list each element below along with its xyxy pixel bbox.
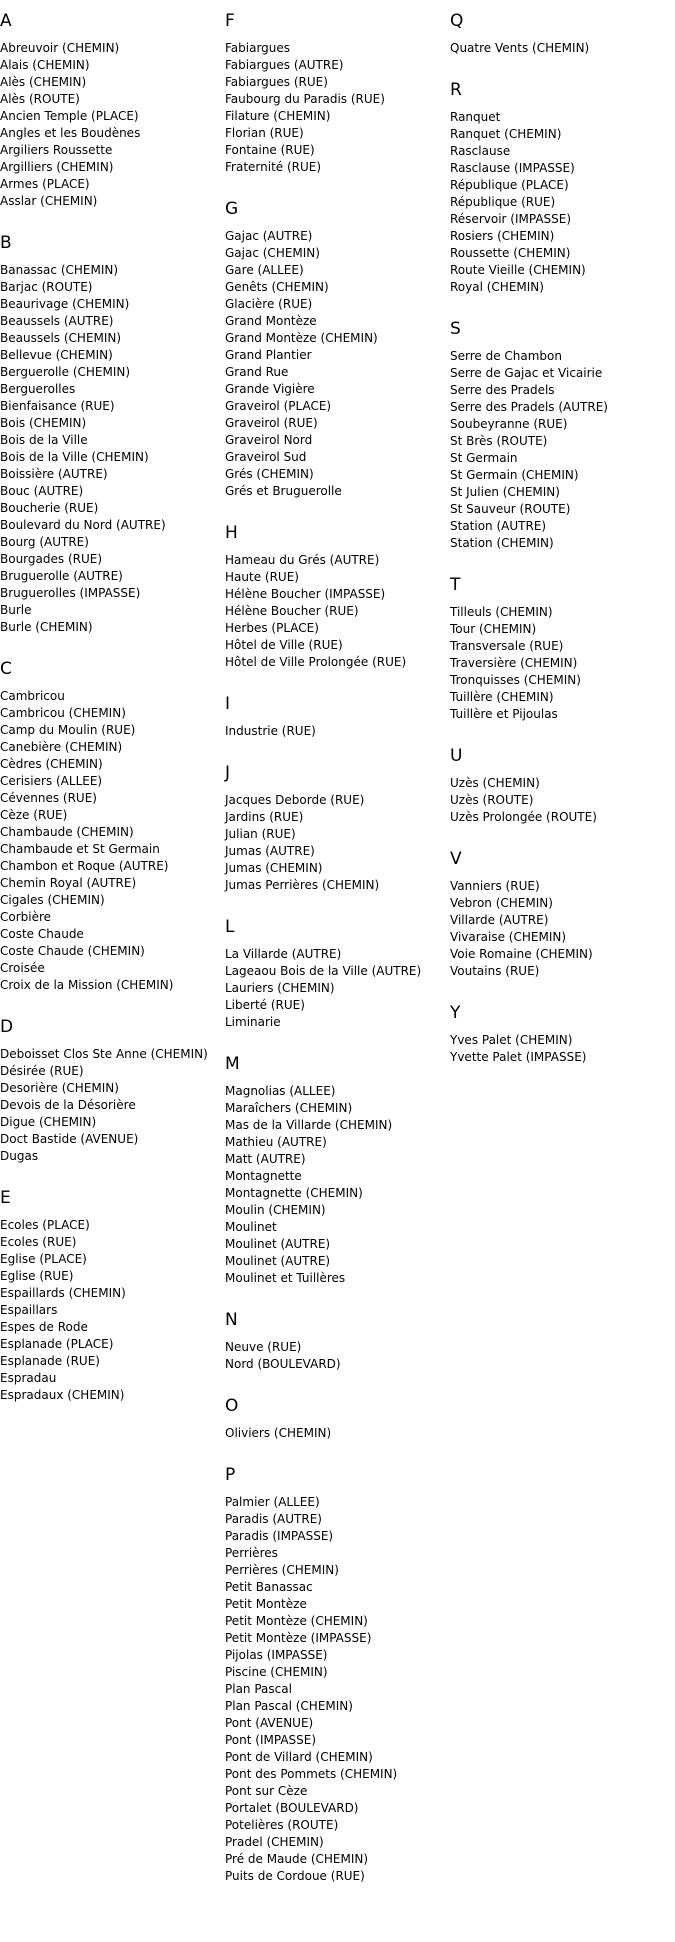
street-item: Herbes (PLACE) [225,621,319,635]
street-item: Vebron (CHEMIN) [450,896,553,910]
street-item: Gajac (CHEMIN) [225,246,320,260]
street-item: Esplanade (RUE) [0,1354,100,1368]
street-item: Puits de Cordoue (RUE) [225,1869,365,1883]
street-item: St Julien (CHEMIN) [450,485,560,499]
street-item: Station (AUTRE) [450,519,547,533]
street-item: Glacière (RUE) [225,297,313,311]
letter-section [0,1017,224,1165]
section-letter-heading: Y [450,1003,461,1023]
street-item: Lageaou Bois de la Ville (AUTRE) [225,964,422,978]
street-item: Grés et Bruguerolle [225,484,342,498]
section-letter-heading: F [225,11,235,31]
street-item: Tronquisses (CHEMIN) [450,673,581,687]
street-item: Grand Montèze [225,314,317,328]
street-item: Bois de la Ville [0,433,88,447]
street-item: Perrières (CHEMIN) [225,1563,339,1577]
letter-section [0,659,224,994]
street-item: Vanniers (RUE) [450,879,540,893]
letter-section [225,1054,449,1287]
street-item: Coste Chaude (CHEMIN) [0,944,145,958]
street-list [450,109,674,296]
street-list [0,262,224,636]
street-item: Beaussels (AUTRE) [0,314,114,328]
street-list [450,878,674,980]
section-letter-heading: A [0,11,12,31]
section-letter-heading: L [225,917,235,937]
section-letter-heading: H [225,523,238,543]
street-item: Argilliers (CHEMIN) [0,160,114,174]
street-item: Cambricou (CHEMIN) [0,706,126,720]
street-item: Bourg (AUTRE) [0,535,89,549]
street-item: Hélène Boucher (RUE) [225,604,359,618]
street-item: Espaillars [0,1303,58,1317]
letter-section [225,1465,449,1885]
street-item: Alès (CHEMIN) [0,75,87,89]
section-letter-heading: N [225,1310,238,1330]
street-item: Moulin (CHEMIN) [225,1203,326,1217]
street-item: Cigales (CHEMIN) [0,893,105,907]
section-letter-heading: P [225,1465,236,1485]
street-item: Croix de la Mission (CHEMIN) [0,978,174,992]
street-item: Voutains (RUE) [450,964,540,978]
street-list [225,723,449,740]
street-item: Genêts (CHEMIN) [225,280,329,294]
street-item: Piscine (CHEMIN) [225,1665,328,1679]
street-item: Bruguerolle (AUTRE) [0,569,123,583]
street-item: Cerisiers (ALLEE) [0,774,103,788]
street-item: Bouc (AUTRE) [0,484,84,498]
street-list [225,792,449,894]
street-item: République (RUE) [450,195,556,209]
street-item: Florian (RUE) [225,126,304,140]
street-item: Beaurivage (CHEMIN) [0,297,130,311]
street-list [450,604,674,723]
street-item: Maraîchers (CHEMIN) [225,1101,353,1115]
street-item: Montagnette (CHEMIN) [225,1186,363,1200]
street-item: Ranquet [450,110,501,124]
street-item: Burle (CHEMIN) [0,620,93,634]
street-item: Vivaraise (CHEMIN) [450,930,567,944]
street-item: Espes de Rode [0,1320,88,1334]
street-item: Magnolias (ALLEE) [225,1084,336,1098]
street-item: Burle [0,603,32,617]
letter-section [0,233,224,636]
street-item: Petit Montèze (IMPASSE) [225,1631,372,1645]
street-item: Grand Rue [225,365,289,379]
section-letter-heading: I [225,694,231,714]
street-item: Petit Montèze (CHEMIN) [225,1614,368,1628]
street-item: Pradel (CHEMIN) [225,1835,324,1849]
street-item: Montagnette [225,1169,302,1183]
street-item: Serre de Gajac et Vicairie [450,366,603,380]
street-item: Bois (CHEMIN) [0,416,87,430]
street-item: Chemin Royal (AUTRE) [0,876,137,890]
section-letter-heading: E [0,1188,11,1208]
street-item: Argiliers Roussette [0,143,113,157]
street-item: Barjac (ROUTE) [0,280,93,294]
street-item: Yves Palet (CHEMIN) [450,1033,573,1047]
street-item: Pont sur Cèze [225,1784,308,1798]
street-item: Banassac (CHEMIN) [0,263,119,277]
street-item: Corbière [0,910,52,924]
street-item: St Sauveur (ROUTE) [450,502,571,516]
section-letter-heading: V [450,849,462,869]
street-item: Asslar (CHEMIN) [0,194,98,208]
street-item: Graveirol Sud [225,450,307,464]
street-item: Villarde (AUTRE) [450,913,549,927]
street-item: Réservoir (IMPASSE) [450,212,572,226]
street-item: Alais (CHEMIN) [0,58,90,72]
section-letter-heading: S [450,319,461,339]
letter-section [225,523,449,671]
column-2 [225,0,449,1885]
section-letter-heading: D [0,1017,14,1037]
street-item: Pont (AVENUE) [225,1716,314,1730]
column-3 [450,0,674,1066]
street-item: Julian (RUE) [225,827,296,841]
street-item: Devois de la Désorière [0,1098,136,1112]
street-item: Rosiers (CHEMIN) [450,229,555,243]
letter-section [450,1003,674,1066]
street-item: Boissière (AUTRE) [0,467,108,481]
section-letter-heading: Q [450,11,464,31]
street-item: Faubourg du Paradis (RUE) [225,92,385,106]
street-item: Petit Banassac [225,1580,313,1594]
street-item: Soubeyranne (RUE) [450,417,568,431]
street-item: Rasclause [450,144,511,158]
street-item: Haute (RUE) [225,570,299,584]
street-item: Graveirol Nord [225,433,313,447]
street-item: Jacques Deborde (RUE) [225,793,365,807]
street-item: St Germain (CHEMIN) [450,468,579,482]
street-item: Ancien Temple (PLACE) [0,109,139,123]
street-item: Fraternité (RUE) [225,160,322,174]
street-item: Tilleuls (CHEMIN) [450,605,553,619]
street-item: Coste Chaude [0,927,84,941]
street-item: Royal (CHEMIN) [450,280,544,294]
letter-section [225,763,449,894]
street-item: Uzès (CHEMIN) [450,776,540,790]
street-list [0,40,224,210]
street-item: Matt (AUTRE) [225,1152,306,1166]
street-item: Ranquet (CHEMIN) [450,127,562,141]
street-list [225,946,449,1031]
street-item: Chambaude et St Germain [0,842,160,856]
street-list [225,1339,449,1373]
street-item: Gajac (AUTRE) [225,229,313,243]
street-item: Industrie (RUE) [225,724,316,738]
street-item: Roussette (CHEMIN) [450,246,571,260]
street-item: Neuve (RUE) [225,1340,302,1354]
street-item: Grande Vigière [225,382,315,396]
street-list [0,688,224,994]
street-item: Filature (CHEMIN) [225,109,331,123]
street-list [450,775,674,826]
street-item: Paradis (IMPASSE) [225,1529,334,1543]
street-item: Petit Montèze [225,1597,307,1611]
street-item: Hôtel de Ville Prolongée (RUE) [225,655,407,669]
section-letter-heading: C [0,659,12,679]
street-item: Grand Plantier [225,348,312,362]
letter-section [225,1310,449,1373]
street-item: Dugas [0,1149,39,1163]
street-item: Pont de Villard (CHEMIN) [225,1750,373,1764]
street-item: Grés (CHEMIN) [225,467,314,481]
street-item: Hôtel de Ville (RUE) [225,638,343,652]
street-item: Esplanade (PLACE) [0,1337,114,1351]
street-item: Rasclause (IMPASSE) [450,161,575,175]
street-item: Oliviers (CHEMIN) [225,1426,332,1440]
street-item: Ecoles (RUE) [0,1235,77,1249]
section-letter-heading: U [450,746,463,766]
street-item: Canebière (CHEMIN) [0,740,123,754]
street-item: République (PLACE) [450,178,569,192]
street-item: Cambricou [0,689,65,703]
street-item: Liminarie [225,1015,281,1029]
street-item: Chambaude (CHEMIN) [0,825,134,839]
street-item: Portalet (BOULEVARD) [225,1801,359,1815]
letter-section [0,11,224,210]
section-letter-heading: J [225,763,231,783]
letter-section [450,575,674,723]
street-item: Cèdres (CHEMIN) [0,757,103,771]
letter-section [225,199,449,500]
section-letter-heading: B [0,233,12,253]
section-letter-heading: M [225,1054,240,1074]
street-item: Chambon et Roque (AUTRE) [0,859,169,873]
street-item: Fabiargues (RUE) [225,75,328,89]
street-item: Perrières [225,1546,278,1560]
street-item: Hélène Boucher (IMPASSE) [225,587,386,601]
street-item: Doct Bastide (AVENUE) [0,1132,139,1146]
letter-section [225,1396,449,1442]
letter-section [450,80,674,296]
street-list [225,1425,449,1442]
street-item: Berguerolle (CHEMIN) [0,365,131,379]
street-item: Berguerolles [0,382,76,396]
street-item: Moulinet (AUTRE) [225,1254,331,1268]
street-item: Bellevue (CHEMIN) [0,348,113,362]
street-item: Beaussels (CHEMIN) [0,331,122,345]
street-item: Bourgades (RUE) [0,552,103,566]
street-item: Espradau [0,1371,57,1385]
street-item: Pijolas (IMPASSE) [225,1648,328,1662]
street-item: Jardins (RUE) [225,810,304,824]
street-item: Paradis (AUTRE) [225,1512,322,1526]
street-item: Voie Romaine (CHEMIN) [450,947,593,961]
street-item: Grand Montèze (CHEMIN) [225,331,378,345]
street-item: La Villarde (AUTRE) [225,947,342,961]
street-item: Plan Pascal [225,1682,292,1696]
column-1 [0,0,224,1404]
street-item: Bienfaisance (RUE) [0,399,115,413]
section-letter-heading: T [450,575,461,595]
street-item: Abreuvoir (CHEMIN) [0,41,120,55]
street-item: Fontaine (RUE) [225,143,315,157]
street-item: St Germain [450,451,518,465]
street-item: Camp du Moulin (RUE) [0,723,136,737]
street-item: Desorière (CHEMIN) [0,1081,119,1095]
letter-section [450,319,674,552]
street-item: Liberté (RUE) [225,998,305,1012]
street-list [225,1494,449,1885]
street-item: Plan Pascal (CHEMIN) [225,1699,353,1713]
street-item: Serre des Pradels [450,383,555,397]
street-item: Transversale (RUE) [450,639,564,653]
street-item: Pont (IMPASSE) [225,1733,317,1747]
street-item: Désirée (RUE) [0,1064,84,1078]
street-list [0,1217,224,1404]
street-item: Gare (ALLEE) [225,263,304,277]
letter-section [225,917,449,1031]
street-list [450,348,674,552]
street-item: Moulinet [225,1220,277,1234]
street-item: Yvette Palet (IMPASSE) [450,1050,587,1064]
street-list [225,40,449,176]
street-item: Uzès (ROUTE) [450,793,534,807]
street-item: Uzès Prolongée (ROUTE) [450,810,597,824]
street-list [450,1032,674,1066]
street-item: St Brès (ROUTE) [450,434,548,448]
street-item: Mathieu (AUTRE) [225,1135,327,1149]
street-item: Alès (ROUTE) [0,92,80,106]
street-item: Armes (PLACE) [0,177,90,191]
street-list [225,228,449,500]
street-item: Lauriers (CHEMIN) [225,981,335,995]
street-item: Tuillère et Pijoulas [450,707,558,721]
street-item: Jumas Perrières (CHEMIN) [225,878,380,892]
letter-section [225,11,449,176]
street-item: Jumas (CHEMIN) [225,861,323,875]
street-item: Boucherie (RUE) [0,501,99,515]
street-item: Moulinet (AUTRE) [225,1237,331,1251]
street-item: Bruguerolles (IMPASSE) [0,586,141,600]
street-item: Ecoles (PLACE) [0,1218,90,1232]
street-item: Digue (CHEMIN) [0,1115,97,1129]
letter-section [0,1188,224,1404]
letter-section [450,746,674,826]
street-item: Tuillère (CHEMIN) [450,690,554,704]
section-letter-heading: G [225,199,239,219]
street-item: Potelières (ROUTE) [225,1818,339,1832]
letter-section [450,11,674,57]
street-item: Espradaux (CHEMIN) [0,1388,125,1402]
street-item: Angles et les Boudènes [0,126,141,140]
street-list [450,40,674,57]
street-item: Pré de Maude (CHEMIN) [225,1852,369,1866]
street-item: Mas de la Villarde (CHEMIN) [225,1118,393,1132]
street-item: Deboisset Clos Ste Anne (CHEMIN) [0,1047,208,1061]
street-item: Route Vieille (CHEMIN) [450,263,586,277]
street-item: Croisée [0,961,45,975]
street-item: Jumas (AUTRE) [225,844,315,858]
street-item: Nord (BOULEVARD) [225,1357,341,1371]
street-item: Graveirol (PLACE) [225,399,332,413]
street-item: Hameau du Grés (AUTRE) [225,553,380,567]
street-item: Cévennes (RUE) [0,791,97,805]
street-item: Cèze (RUE) [0,808,68,822]
section-letter-heading: O [225,1396,239,1416]
street-item: Fabiargues [225,41,291,55]
street-item: Eglise (PLACE) [0,1252,87,1266]
letter-section [450,849,674,980]
street-item: Graveirol (RUE) [225,416,318,430]
street-item: Eglise (RUE) [0,1269,74,1283]
street-item: Tour (CHEMIN) [450,622,537,636]
street-item: Palmier (ALLEE) [225,1495,320,1509]
street-item: Traversière (CHEMIN) [450,656,578,670]
street-item: Fabiargues (AUTRE) [225,58,344,72]
street-item: Moulinet et Tuillères [225,1271,346,1285]
street-list [225,1083,449,1287]
street-list [0,1046,224,1165]
street-list [225,552,449,671]
street-item: Espaillards (CHEMIN) [0,1286,126,1300]
street-item: Serre des Pradels (AUTRE) [450,400,608,414]
section-letter-heading: R [450,80,462,100]
street-item: Serre de Chambon [450,349,562,363]
street-item: Station (CHEMIN) [450,536,554,550]
street-item: Boulevard du Nord (AUTRE) [0,518,166,532]
street-item: Bois de la Ville (CHEMIN) [0,450,149,464]
letter-section [225,694,449,740]
street-item: Pont des Pommets (CHEMIN) [225,1767,398,1781]
street-item: Quatre Vents (CHEMIN) [450,41,590,55]
